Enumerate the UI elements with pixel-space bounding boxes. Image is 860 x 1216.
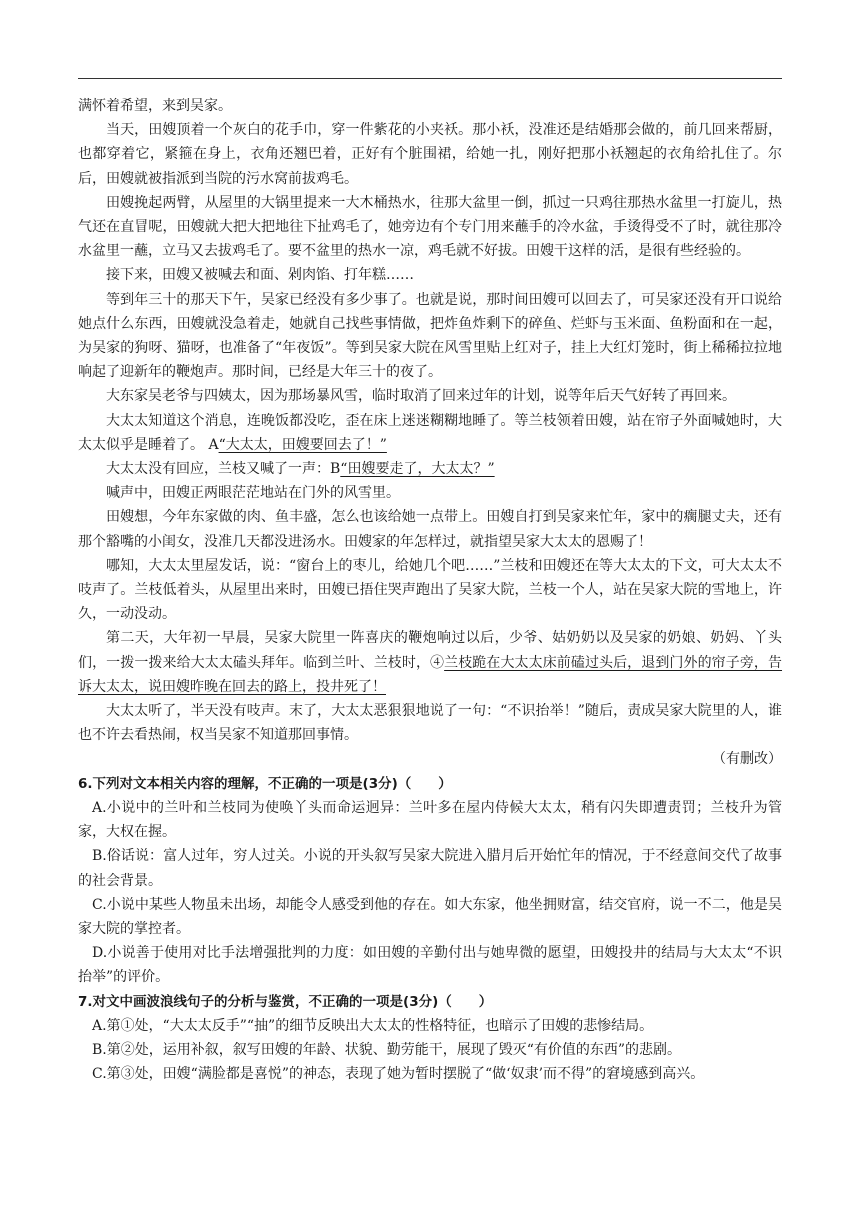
passage-paragraph	[78, 626, 782, 699]
paragraph-text: （有删改）	[712, 751, 782, 768]
paragraph-text: 满怀着希望，来到吴家。	[78, 98, 232, 114]
paragraph-text: 接下来，田嫂又被喊去和面、剁肉馅、打年糕……	[106, 267, 414, 284]
answer-option: A.小说中的兰叶和兰枝同为使唤丫头而命运迥异：兰叶多在屋内侍候大太太，稍有闪失即遭责罚；兰枝升为管家，大权在握。	[78, 799, 782, 841]
paragraph-text: 等到年三十的那天下午，吴家已经没有多少事了。也就是说，那时间田嫂可以回去了，可吴家还没有开口说给她点什么东西，田嫂就没急着走，她就自己找些事情做，把炸鱼炸剩下的碎鱼、烂虾与玉米面、鱼粉面和在一起，为吴家的狗呀、猫呀，也准备了“年夜饭”。等到吴家大院在风雪里贴上红对子，挂上大红灯笼时，街上稀稀拉拉地响起了迎新年的鞭炮声。那时间，已经是大年三十的夜了。	[78, 291, 782, 381]
paragraph-text: 田嫂挽起两臂，从屋里的大锅里提来一大木桶热水，往那大盆里一倒，抓过一只鸡往那热水盆里一打旋儿，热气还在直冒呢，田嫂就大把大把地往下扯鸡毛了，她旁边有个专门用来蘸手的冷水盆，手烫得受不了时，就往那冷水盆里一蘸，立马又去拔鸡毛了。要不盆里的热水一凉，鸡毛就不好拔。田嫂干这样的活，是很有些经验的。	[78, 194, 782, 260]
underlined-sentence: “大太太，田嫂要回去了！”	[218, 436, 387, 453]
underlined-sentence: 兰枝跪在大太太床前磕过头后，退到门外的帘子旁，告诉大太太，说田嫂昨晚在回去的路上，投井死了！	[78, 654, 783, 695]
paragraph-text: 田嫂想，今年东家做的肉、鱼丰盛，怎么也该给她一点带上。田嫂自打到吴家来忙年，家中的瘸腿丈夫，还有那个豁嘴的小闺女，没准几天都没进汤水。田嫂家的年怎样过，就指望吴家大太太的恩赐了！	[78, 509, 782, 550]
passage-paragraph	[78, 481, 782, 505]
source-note	[78, 747, 782, 771]
question-title: 6.下列对文本相关内容的理解，不正确的一项是(3分)（ ）	[78, 775, 452, 792]
paragraph-text: 大太太没有回应，兰枝又喊了一声：B	[106, 461, 341, 478]
paragraph-text: 喊声中，田嫂正两眼茫茫地站在门外的风雪里。	[106, 485, 400, 502]
answer-option: B.俗话说：富人过年，穷人过关。小说的开头叙写吴家大院进入腊月后开始忙年的情况，于不经意间交代了故事的社会背景。	[78, 848, 782, 889]
passage-paragraph	[78, 457, 782, 481]
answer-option: C.第③处，田嫂“满脸都是喜悦”的神态，表现了她为暂时摆脱了“做‘奴隶’而不得”的窘境感到高兴。	[92, 1066, 705, 1083]
question-block	[78, 772, 782, 990]
paragraph-text: 大太太知道这个消息，连晚饭都没吃，歪在床上迷迷糊糊地睡了。等兰枝领着田嫂，站在帘子外面喊她时，大太太似乎是睡着了。 A	[78, 412, 782, 453]
paragraph-text: 哪知，大太太里屋发话，说：“窗台上的枣儿，给她几个吧……”兰枝和田嫂还在等大太太的下文，可大太太不吱声了。兰枝低着头，从屋里出来时，田嫂已捂住哭声跑出了吴家大院，兰枝一个人，站在吴家大院的雪地上，许久，一动没动。	[78, 557, 782, 623]
passage-paragraph	[78, 384, 782, 408]
answer-option: D.小说善于使用对比手法增强批判的力度：如田嫂的辛勤付出与她卑微的愿望，田嫂投井的结局与大太太“不识抬举”的评价。	[78, 945, 782, 986]
story-passage	[78, 94, 782, 772]
passage-paragraph	[78, 288, 782, 385]
question-block	[78, 990, 782, 1087]
passage-paragraph	[78, 118, 782, 191]
passage-paragraph	[78, 409, 782, 457]
question-title: 7.对文中画波浪线句子的分析与鉴赏，不正确的一项是(3分)（ ）	[78, 993, 493, 1010]
passage-paragraph	[78, 554, 782, 627]
paragraph-text: 当天，田嫂顶着一个灰白的花手巾，穿一件紫花的小夹袄。那小袄，没准还是结婚那会做的，前几回来帮厨，也都穿着它，紧箍在身上，衣角还翘巴着，正好有个脏围裙，给她一扎，刚好把那小袄翘起的衣角给扎住了。尔后，田嫂就被指派到当院的污水窝前拔鸡毛。	[78, 122, 782, 187]
passage-paragraph	[78, 191, 782, 264]
header-rule	[78, 78, 782, 79]
passage-paragraph	[78, 263, 782, 287]
answer-option: B.第②处，运用补叙，叙写田嫂的年龄、状貌、勤劳能干，展现了毁灭“有价值的东西”的悲剧。	[92, 1041, 682, 1058]
passage-paragraph	[78, 94, 782, 118]
question-section	[78, 772, 782, 1087]
paragraph-text: 大太太听了，半天没有吱声。末了，大太太恶狠狠地说了一句：“不识抬举！”随后，责成吴家大院里的人，谁也不许去看热闹，权当吴家不知道那回事情。	[78, 703, 782, 744]
answer-option: C.小说中某些人物虽未出场，却能令人感受到他的存在。如大东家，他坐拥财富，结交官府，说一不二，他是吴家大院的掌控者。	[78, 896, 782, 937]
document-page	[78, 94, 782, 1086]
underlined-sentence: “田嫂要走了，大太太？”	[340, 461, 495, 478]
paragraph-text: 第二天，大年初一早晨，吴家大院里一阵喜庆的鞭炮响过以后，少爷、姑奶奶以及吴家的奶娘、奶妈、丫头们，一拨一拨来给大太太磕头拜年。临到兰叶、兰枝时，④	[78, 630, 782, 671]
passage-paragraph	[78, 699, 782, 747]
paragraph-text: 大东家吴老爷与四姨太，因为那场暴风雪，临时取消了回来过年的计划，说等年后天气好转了再回来。	[106, 388, 736, 405]
passage-paragraph	[78, 505, 782, 553]
answer-option: A.第①处，“大太太反手”“抽”的细节反映出大太太的性格特征，也暗示了田嫂的悲惨结局。	[92, 1017, 654, 1034]
